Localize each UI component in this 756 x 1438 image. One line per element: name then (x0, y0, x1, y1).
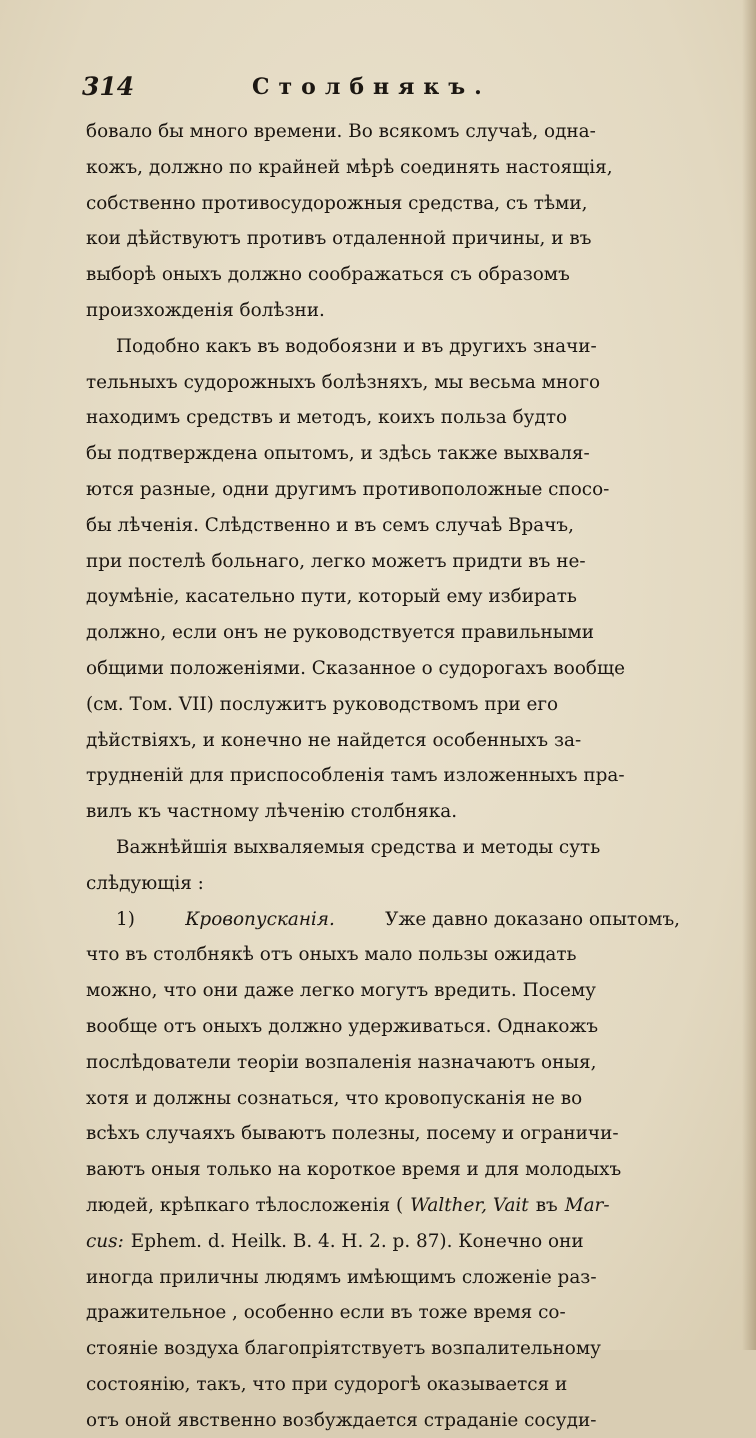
text-line: состоянію, такъ, что при судорогѣ оказывается и (86, 1373, 568, 1395)
text-line: дѣйствіяхъ, и конечно не найдется особенныхъ за- (86, 729, 582, 751)
text-line: вилъ къ частному лѣченію столбняка. (86, 801, 458, 823)
text-line: кои дѣйствуютъ противъ отдаленной причины, и въ (86, 228, 592, 250)
text-line: слѣдующія : (86, 872, 204, 894)
body-text (86, 114, 680, 1438)
citation-journal-end: cus: (86, 1230, 124, 1252)
text-line: тельныхъ судорожныхъ болѣзняхъ, мы весьма много (86, 371, 601, 393)
text-line: бы лѣченія. Слѣдственно и въ семъ случаѣ Врачъ, (86, 514, 574, 536)
text-line: дражительное , особенно если въ тоже время со- (86, 1302, 566, 1324)
citation-journal-start: Mar- (564, 1194, 610, 1216)
text-line: доумѣніе, касательно пути, который ему избирать (86, 586, 577, 608)
text-line: Важнѣйшія выхваляемыя средства и методы суть (116, 836, 601, 858)
list-item-term: Кровопусканія. (185, 908, 335, 930)
running-head: Столбнякъ. (252, 74, 491, 100)
text-line: ются разные, одни другимъ противоположные спосо- (86, 478, 610, 500)
text-line: кожъ, должно по крайней мѣрѣ соединять настоящія, (86, 156, 613, 178)
citation-line-2 (86, 1224, 680, 1260)
text-line: бовало бы много времени. Во всякомъ случаѣ, одна- (86, 121, 596, 142)
text-line: Подобно какъ въ водобоязни и въ другихъ значи- (116, 335, 597, 357)
list-item-text: Уже давно доказано опытомъ, (385, 908, 680, 930)
page-header (82, 72, 682, 108)
text-line: иногда приличны людямъ имѣющимъ сложеніе раз- (86, 1266, 597, 1288)
list-item-1 (86, 902, 680, 938)
citation-authors: Walther, Vait (410, 1194, 529, 1216)
text-line: произхожденія болѣзни. (86, 299, 325, 321)
citation-text-start: людей, крѣпкаго тѣлосложенія ( (86, 1194, 404, 1216)
text-line: находимъ средствъ и методъ, коихъ польза будто (86, 407, 568, 429)
text-line: ваютъ оныя только на короткое время и для молодыхъ (86, 1159, 622, 1181)
text-line: вообще отъ оныхъ должно удерживаться. Однакожъ (86, 1015, 599, 1037)
text-line: выборѣ оныхъ должно соображаться съ образомъ (86, 264, 570, 286)
page-edge-shadow (742, 0, 756, 1350)
text-line: всѣхъ случаяхъ бываютъ полезны, посему и ограничи- (86, 1123, 619, 1145)
text-line: при постелѣ больнаго, легко можетъ придти въ не- (86, 550, 586, 572)
citation-line (86, 1188, 680, 1224)
text-line: что въ столбнякѣ отъ оныхъ мало пользы ожидать (86, 944, 577, 966)
text-line: общими положеніями. Сказанное о судорогахъ вообще (86, 657, 625, 679)
text-line: отъ оной явственно возбуждается страданіе сосуди- (86, 1409, 597, 1431)
text-line: можно, что они даже легко могутъ вредить. Посему (86, 980, 596, 1002)
list-item-number: 1) (116, 908, 135, 930)
page-number: 314 (82, 72, 135, 101)
text-line: (см. Том. VII) послужитъ руководствомъ при его (86, 693, 559, 715)
text-line: хотя и должны сознаться, что кровопусканія не во (86, 1087, 583, 1109)
text-line: трудненій для приспособленія тамъ изложенныхъ пра- (86, 765, 625, 787)
text-line: бы подтверждена опытомъ, и здѣсь также выхваля- (86, 443, 590, 465)
citation-connector: въ (535, 1194, 558, 1216)
citation-reference: Ephem. d. Heilk. B. 4. H. 2. p. 87). Конечно они (130, 1230, 584, 1252)
text-line: стояніе воздуха благопріятствуетъ возпалительному (86, 1338, 601, 1360)
text-line: собственно противосудорожныя средства, съ тѣми, (86, 192, 588, 214)
text-line: должно, если онъ не руководствуется правильными (86, 622, 594, 644)
text-line: послѣдователи теоріи возпаленія назначаютъ оныя, (86, 1051, 597, 1073)
